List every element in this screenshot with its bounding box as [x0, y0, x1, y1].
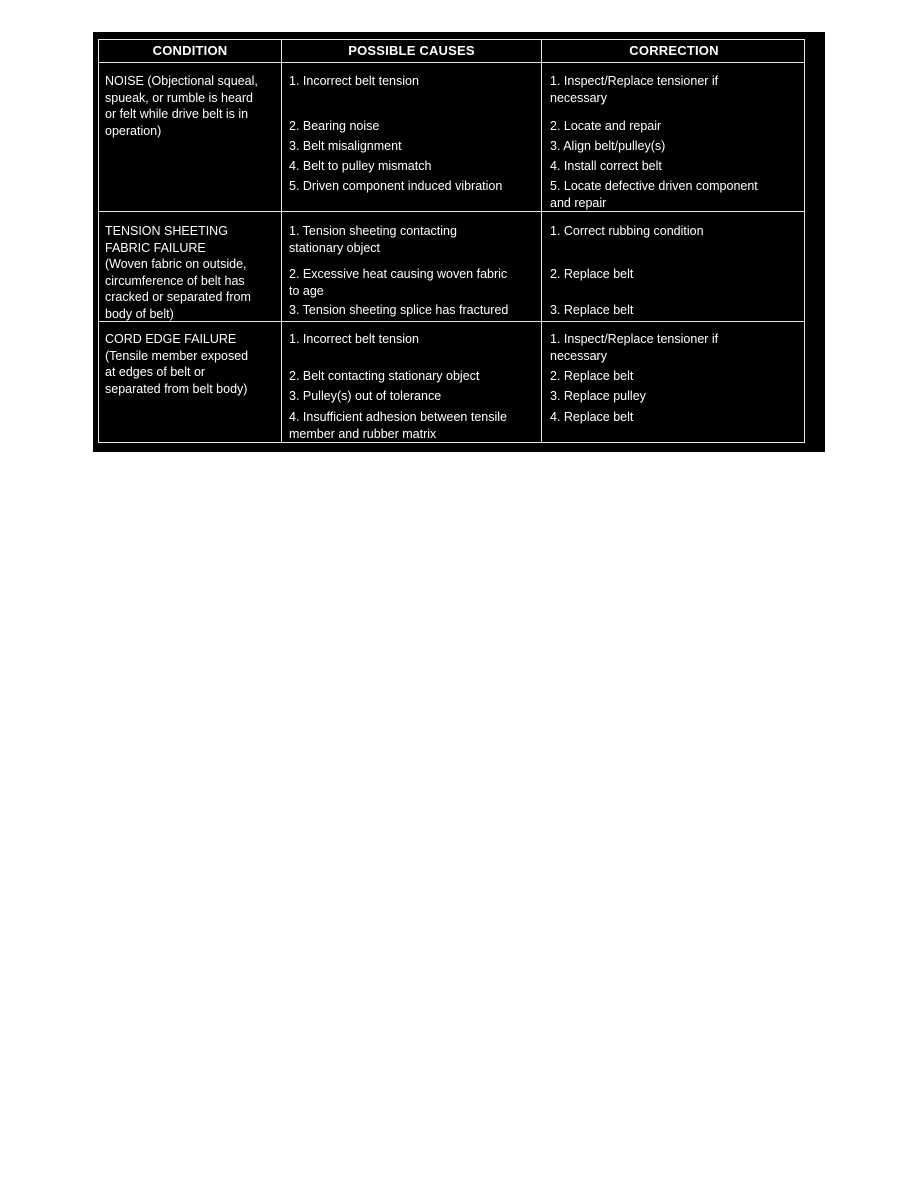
- correction-item: 1. Inspect/Replace tensioner if necessary: [550, 332, 719, 363]
- header-condition: CONDITION: [152, 43, 228, 58]
- condition-cord-edge: CORD EDGE FAILURE (Tensile member exposed at edges of belt or separated from belt body): [105, 332, 249, 396]
- cause-item: 2. Bearing noise: [289, 119, 380, 133]
- cause-item: 3. Belt misalignment: [289, 139, 402, 153]
- cause-item: 3. Tension sheeting splice has fractured: [289, 303, 509, 317]
- condition-noise: NOISE (Objectional squeal, spueak, or rumble is heard or felt while drive belt is in operation): [105, 74, 258, 138]
- cause-item: 4. Belt to pulley mismatch: [289, 159, 432, 173]
- column-divider: [541, 40, 542, 442]
- correction-item: 3. Replace belt: [550, 303, 634, 317]
- correction-item: 5. Locate defective driven component and repair: [550, 179, 758, 210]
- correction-item: 4. Replace belt: [550, 410, 634, 424]
- condition-tension-sheeting: TENSION SHEETING FABRIC FAILURE (Woven fabric on outside, circumference of belt has cracked or separated from body of belt): [105, 224, 251, 321]
- correction-item: 2. Locate and repair: [550, 119, 662, 133]
- header-possible-causes: POSSIBLE CAUSES: [348, 43, 475, 58]
- correction-item: 2. Replace belt: [550, 369, 634, 383]
- cause-item: 1. Tension sheeting contacting stationary object: [289, 224, 457, 255]
- correction-item: 2. Replace belt: [550, 267, 634, 281]
- diagnosis-table: [98, 39, 805, 443]
- correction-item: 4. Install correct belt: [550, 159, 662, 173]
- cause-item: 2. Belt contacting stationary object: [289, 369, 480, 383]
- correction-item: 3. Align belt/pulley(s): [550, 139, 666, 153]
- cause-item: 3. Pulley(s) out of tolerance: [289, 389, 442, 403]
- cause-item: 4. Insufficient adhesion between tensile member and rubber matrix: [289, 410, 507, 441]
- correction-item: 1. Inspect/Replace tensioner if necessary: [550, 74, 719, 105]
- column-divider: [281, 40, 282, 442]
- header-divider: [99, 62, 804, 63]
- cause-item: 1. Incorrect belt tension: [289, 74, 419, 88]
- correction-item: 1. Correct rubbing condition: [550, 224, 704, 238]
- cause-item: 2. Excessive heat causing woven fabric to age: [289, 267, 508, 298]
- correction-item: 3. Replace pulley: [550, 389, 646, 403]
- cause-item: 1. Incorrect belt tension: [289, 332, 419, 346]
- row-divider: [99, 211, 804, 212]
- cause-item: 5. Driven component induced vibration: [289, 179, 503, 193]
- diagnosis-table-panel: [93, 32, 825, 452]
- header-correction: CORRECTION: [629, 43, 719, 58]
